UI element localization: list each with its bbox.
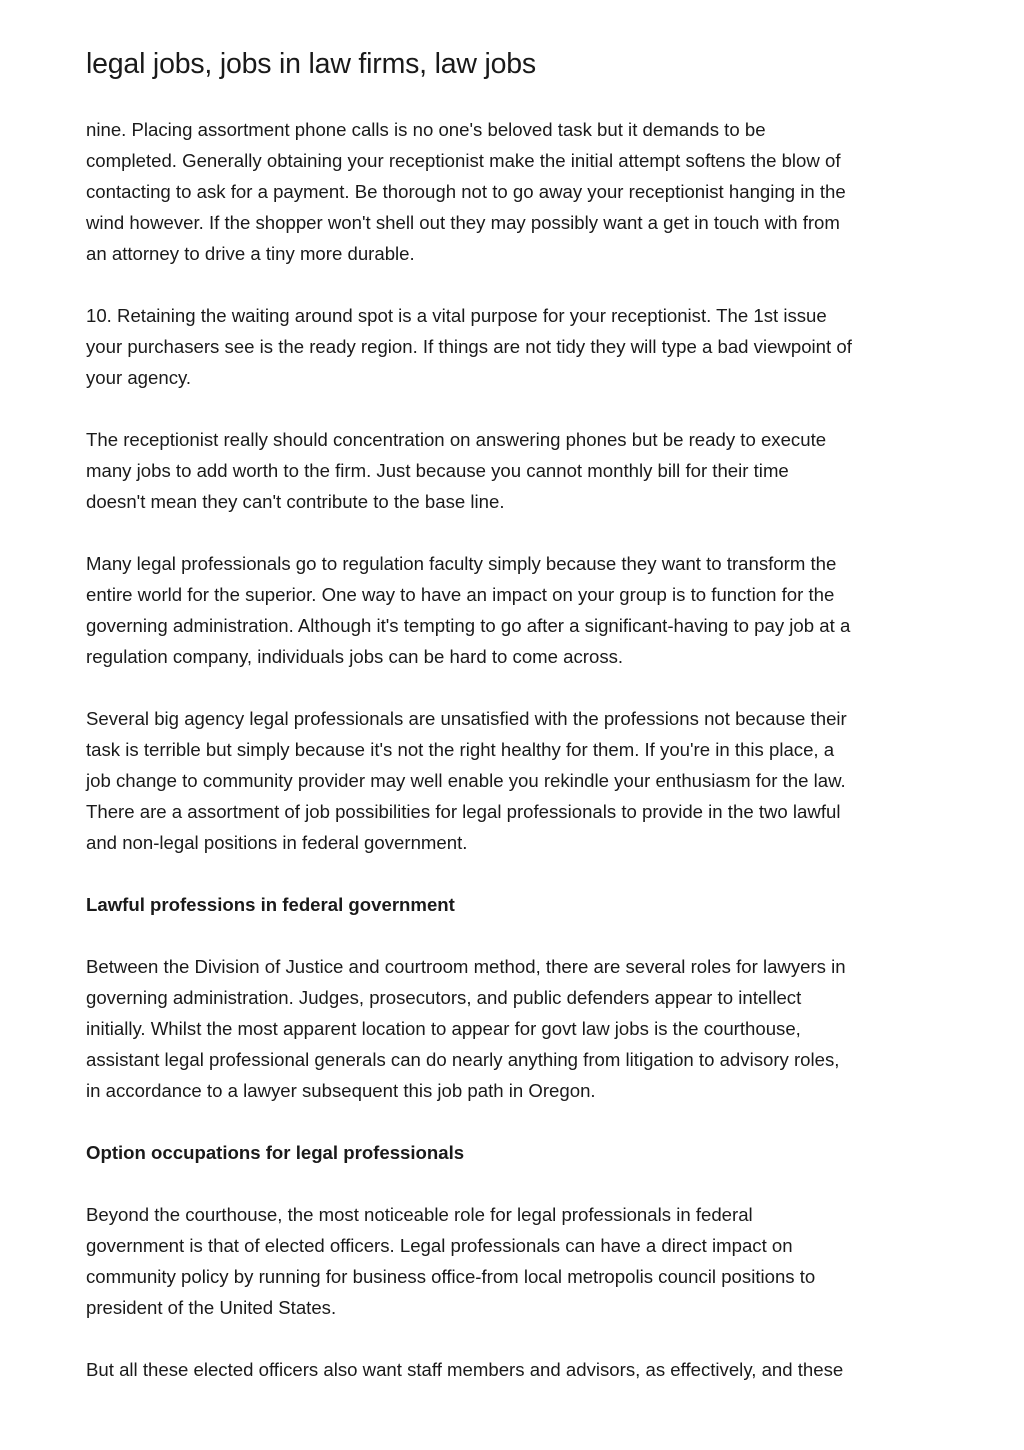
- text-line: nine. Placing assortment phone calls is no one's beloved task but it demands to be: [86, 119, 766, 140]
- text-line: But all these elected officers also want staff members and advisors, as effectively, and these: [86, 1359, 844, 1380]
- text-line: Between the Division of Justice and courtroom method, there are several roles for lawyers in: [86, 956, 846, 977]
- text-line: in accordance to a lawyer subsequent this job path in Oregon.: [86, 1080, 596, 1101]
- text-line: regulation company, individuals jobs can be hard to come across.: [86, 646, 624, 667]
- text-line: assistant legal professional generals can do nearly anything from litigation to advisory roles,: [86, 1049, 840, 1070]
- section-heading-lawful-professions: Lawful professions in federal government: [86, 894, 455, 915]
- text-line: president of the United States.: [86, 1297, 337, 1318]
- page-title: legal jobs, jobs in law firms, law jobs: [86, 48, 536, 80]
- text-line: governing administration. Although it's tempting to go after a significant-having to pay job at a: [86, 615, 851, 636]
- text-line: job change to community provider may well enable you rekindle your enthusiasm for the law.: [86, 770, 846, 791]
- text-line: your purchasers see is the ready region. If things are not tidy they will type a bad viewpoint of: [86, 336, 852, 357]
- text-line: There are a assortment of job possibilities for legal professionals to provide in the two lawful: [86, 801, 841, 822]
- text-line: community policy by running for business office-from local metropolis council positions to: [86, 1266, 816, 1287]
- paragraph-7: [86, 1199, 942, 1323]
- text-line: initially. Whilst the most apparent location to appear for govt law jobs is the courthouse,: [86, 1018, 801, 1039]
- text-line: wind however. If the shopper won't shell out they may possibly want a get in touch with from: [86, 212, 840, 233]
- text-line: Many legal professionals go to regulation faculty simply because they want to transform the: [86, 553, 837, 574]
- paragraph-6: [86, 951, 942, 1106]
- text-line: many jobs to add worth to the firm. Just because you cannot monthly bill for their time: [86, 460, 789, 481]
- text-line: governing administration. Judges, prosecutors, and public defenders appear to intellect: [86, 987, 802, 1008]
- text-line: contacting to ask for a payment. Be thorough not to go away your receptionist hanging in the: [86, 181, 846, 202]
- paragraph-4: [86, 548, 942, 672]
- text-line: an attorney to drive a tiny more durable.: [86, 243, 415, 264]
- text-line: completed. Generally obtaining your receptionist make the initial attempt softens the blow of: [86, 150, 841, 171]
- paragraph-5: [86, 703, 942, 858]
- text-line: and non-legal positions in federal government.: [86, 832, 468, 853]
- text-line: government is that of elected officers. Legal professionals can have a direct impact on: [86, 1235, 793, 1256]
- document-body: [86, 114, 942, 1416]
- text-line: your agency.: [86, 367, 192, 388]
- text-line: The receptionist really should concentration on answering phones but be ready to execute: [86, 429, 827, 450]
- section-heading-option-occupations: Option occupations for legal professionals: [86, 1142, 465, 1163]
- text-line: task is terrible but simply because it's not the right healthy for them. If you're in this place, a: [86, 739, 835, 760]
- text-line: doesn't mean they can't contribute to the base line.: [86, 491, 505, 512]
- paragraph-1: [86, 114, 942, 269]
- text-line: entire world for the superior. One way to have an impact on your group is to function for the: [86, 584, 835, 605]
- paragraph-2: [86, 300, 942, 393]
- text-line: Several big agency legal professionals are unsatisfied with the professions not because their: [86, 708, 847, 729]
- text-line: 10. Retaining the waiting around spot is a vital purpose for your receptionist. The 1st issue: [86, 305, 827, 326]
- paragraph-3: [86, 424, 942, 517]
- paragraph-8: [86, 1354, 942, 1385]
- text-line: Beyond the courthouse, the most noticeable role for legal professionals in federal: [86, 1204, 753, 1225]
